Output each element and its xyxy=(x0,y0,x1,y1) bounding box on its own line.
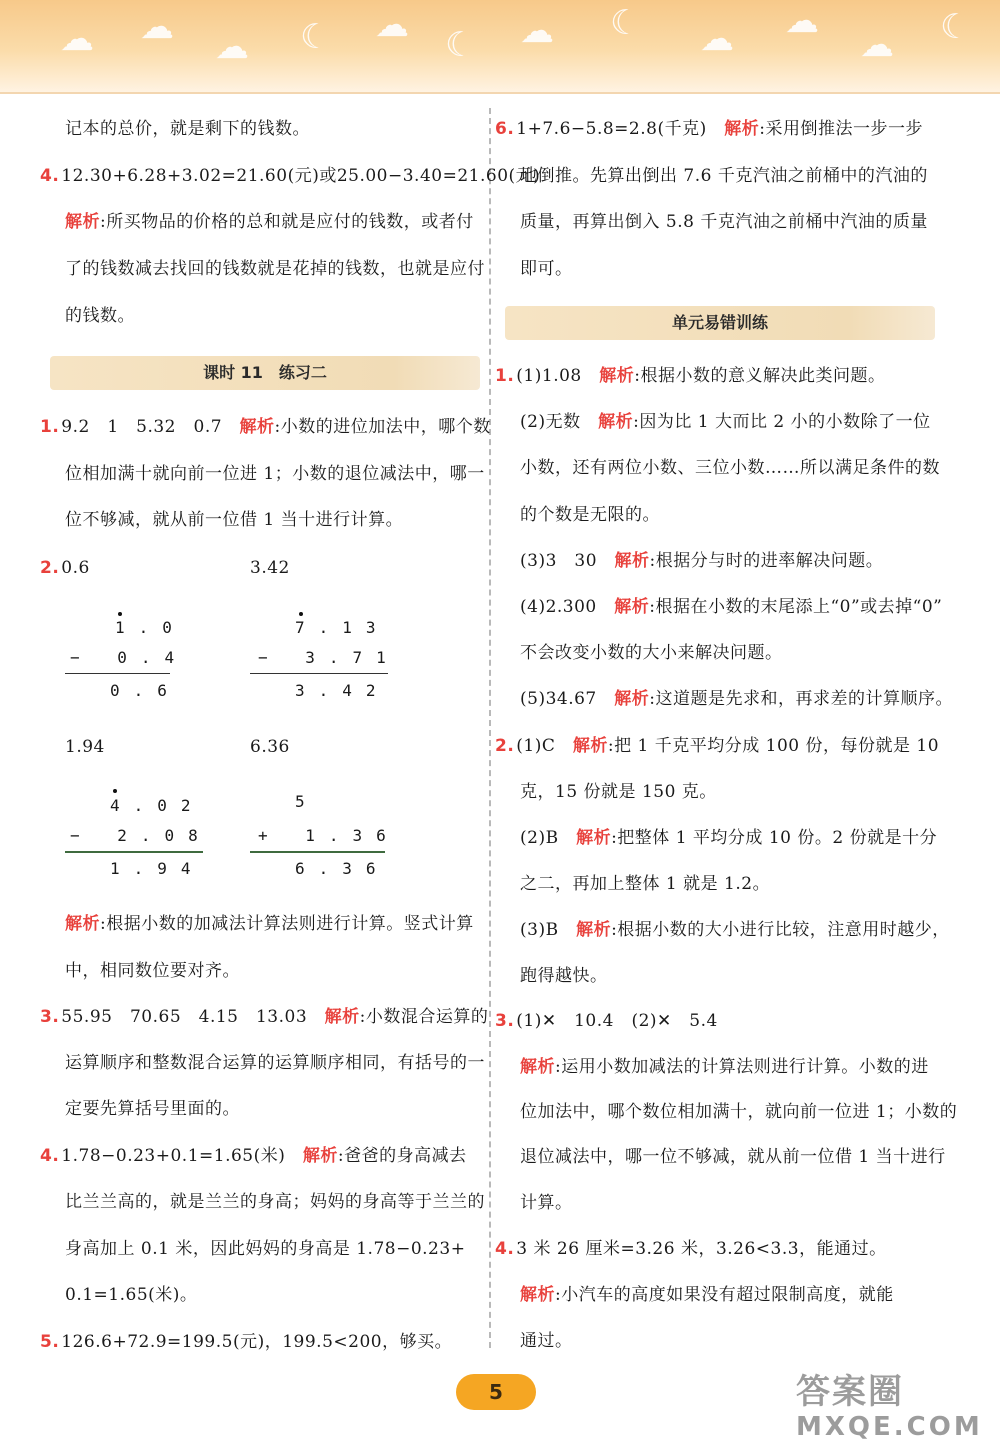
section-title-lesson-11: 课时 11 练习二 xyxy=(50,356,480,390)
analysis-text: :小数的进位加法中，哪个数 xyxy=(274,417,491,437)
calc-rule xyxy=(250,851,385,853)
answer-text: 12.30+6.28+3.02=21.60(元)或25.00−3.40=21.60(元) xyxy=(61,166,541,186)
cloud-icon: ☁ xyxy=(375,5,409,45)
analysis-label: 解析 xyxy=(724,119,760,139)
vertical-calc-result: 6.36 xyxy=(295,859,390,878)
analysis-line: 即可。 xyxy=(520,259,573,279)
analysis-line: 了的钱数减去找回的钱数就是花掉的钱数，也就是应付 xyxy=(65,259,485,279)
answer-text: 9.2 1 5.32 0.7 xyxy=(61,417,240,437)
vertical-calc-top: 4.02 xyxy=(110,796,205,815)
question-number: 3. xyxy=(495,1011,515,1031)
analysis-text: :根据小数的大小进行比较，注意用时越少， xyxy=(611,920,950,940)
answer-text: (1)✕ 10.4 (2)✕ 5.4 xyxy=(516,1011,718,1031)
calc-rule xyxy=(250,673,388,674)
question-3 xyxy=(40,1006,488,1028)
vertical-calc-middle: − 0.4 xyxy=(70,648,189,667)
analysis-line: 中，相同数位要对齐。 xyxy=(65,961,240,981)
answer-text: (3)B xyxy=(520,920,577,940)
analysis-text: :采用倒推法一步一步 xyxy=(759,119,923,139)
analysis-label: 解析 xyxy=(324,1007,360,1027)
answer-text: 1+7.6−5.8=2.8(千克) xyxy=(516,119,725,139)
analysis-label: 解析 xyxy=(520,1057,555,1077)
carry-dot xyxy=(118,612,122,616)
analysis-line: 地倒推。先算出倒出 7.6 千克汽油之前桶中的汽油的 xyxy=(520,166,928,186)
analysis-text: :这道题是先求和，再求差的计算顺序。 xyxy=(649,689,953,709)
answer-text: 3.42 xyxy=(250,558,290,578)
text-line: 记本的总价，就是剩下的钱数。 xyxy=(65,119,310,139)
analysis-label: 解析 xyxy=(614,551,650,571)
analysis-line: 位相加满十就向前一位进 1；小数的退位减法中，哪一 xyxy=(65,464,485,484)
question-number: 2. xyxy=(40,558,60,578)
analysis-label: 解析 xyxy=(598,412,634,432)
analysis-line: 之二，再加上整体 1 就是 1.2。 xyxy=(520,874,771,894)
answer-text: (1)1.08 xyxy=(516,366,600,386)
question-4 xyxy=(40,165,540,187)
analysis-label: 解析 xyxy=(576,920,612,940)
analysis-label: 解析 xyxy=(239,417,275,437)
moon-icon: ☾ xyxy=(610,3,641,43)
analysis-label: 解析 xyxy=(65,212,100,232)
question-number: 1. xyxy=(40,417,60,437)
question-number: 2. xyxy=(495,736,515,756)
analysis-line: 小数，还有两位小数、三位小数……所以满足条件的数 xyxy=(520,458,940,478)
carry-dot xyxy=(113,789,117,793)
analysis-line: 运算顺序和整数混合运算的运算顺序相同，有括号的一 xyxy=(65,1053,485,1073)
question-1 xyxy=(495,365,885,387)
vertical-calc-result: 3.42 xyxy=(295,681,390,700)
analysis-line xyxy=(520,1056,929,1078)
question-6 xyxy=(495,118,923,140)
answer-text: 1.94 xyxy=(65,737,105,757)
vertical-calc-top: 7.13 xyxy=(295,618,390,637)
analysis-text: :因为比 1 大而比 2 小的小数除了一位 xyxy=(633,412,931,432)
analysis-text: :小汽车的高度如果没有超过限制高度，就能 xyxy=(555,1285,894,1305)
answer-text: 3 米 26 厘米=3.26 米，3.26<3.3，能通过。 xyxy=(516,1239,887,1259)
analysis-text: :运用小数加减法的计算法则进行计算。小数的进 xyxy=(555,1057,929,1077)
answer-text: 55.95 70.65 4.15 13.03 xyxy=(61,1007,325,1027)
question-number: 4. xyxy=(495,1239,515,1259)
vertical-calc-top: 1.0 xyxy=(115,618,186,637)
question-4b xyxy=(40,1145,467,1167)
question-number: 4. xyxy=(40,166,60,186)
moon-icon: ☾ xyxy=(445,25,476,65)
page-number: 5 xyxy=(456,1374,536,1410)
cloud-icon: ☁ xyxy=(215,27,249,67)
answer-text: 6.36 xyxy=(250,737,290,757)
question-4 xyxy=(495,1238,887,1260)
column-divider xyxy=(489,108,491,1348)
analysis-line: 的钱数。 xyxy=(65,306,135,326)
analysis-line: 质量，再算出倒入 5.8 千克汽油之前桶中汽油的质量 xyxy=(520,212,928,232)
answer-text: 1.78−0.23+0.1=1.65(米) xyxy=(61,1146,303,1166)
analysis-label: 解析 xyxy=(614,689,650,709)
cloud-icon: ☁ xyxy=(140,7,174,47)
top-banner xyxy=(0,0,1000,94)
analysis-label: 解析 xyxy=(520,1285,555,1305)
watermark-url: MXQE.COM xyxy=(796,1412,983,1442)
vertical-calc-result: 1.94 xyxy=(110,859,205,878)
analysis-line xyxy=(65,211,474,233)
answer-text: (1)C xyxy=(516,736,573,756)
analysis-line xyxy=(520,1284,894,1306)
cloud-rain-icon: ☁ xyxy=(60,19,94,59)
vertical-calc-result: 0.6 xyxy=(110,681,181,700)
analysis-line: 通过。 xyxy=(520,1331,573,1351)
cloud-icon: ☁ xyxy=(700,19,734,59)
question-2 xyxy=(495,735,939,757)
answer-text: (5)34.67 xyxy=(520,689,615,709)
analysis-line: 的个数是无限的。 xyxy=(520,505,660,525)
analysis-line: 比兰兰高的，就是兰兰的身高；妈妈的身高等于兰兰的 xyxy=(65,1192,485,1212)
answer-text: 0.6 xyxy=(61,558,90,578)
analysis-line: 退位减法中，哪一位不够减，就从前一位借 1 当十进行 xyxy=(520,1147,946,1167)
analysis-label: 解析 xyxy=(65,914,100,934)
question-2 xyxy=(40,557,90,579)
answer-text: (4)2.300 xyxy=(520,597,615,617)
calc-rule xyxy=(65,673,170,674)
analysis-line: 跑得越快。 xyxy=(520,966,608,986)
question-number: 4. xyxy=(40,1146,60,1166)
answer-text: (2)无数 xyxy=(520,412,599,432)
calc-rule xyxy=(65,851,203,853)
question-number: 3. xyxy=(40,1007,60,1027)
analysis-text: :根据小数的意义解决此类问题。 xyxy=(634,366,886,386)
vertical-calc-middle: − 3.71 xyxy=(258,648,400,667)
sub-question xyxy=(520,688,953,710)
analysis-line: 计算。 xyxy=(520,1193,573,1213)
sub-question xyxy=(520,919,950,941)
analysis-text: :根据分与时的进率解决问题。 xyxy=(649,551,884,571)
analysis-line: 定要先算括号里面的。 xyxy=(65,1099,240,1119)
sub-question xyxy=(520,550,883,572)
question-number: 1. xyxy=(495,366,515,386)
answer-text: 126.6+72.9=199.5(元)，199.5<200，够买。 xyxy=(61,1332,453,1352)
analysis-text: :爸爸的身高减去 xyxy=(337,1146,467,1166)
sub-question xyxy=(520,596,942,618)
vertical-calc-middle: + 1.36 xyxy=(258,826,400,845)
analysis-line: 位加法中，哪个数位相加满十，就向前一位进 1；小数的 xyxy=(520,1102,958,1122)
analysis-label: 解析 xyxy=(302,1146,338,1166)
section-title-unit-errors: 单元易错训练 xyxy=(505,306,935,340)
vertical-calc-middle: − 2.08 xyxy=(70,826,212,845)
analysis-text: :所买物品的价格的总和就是应付的钱数，或者付 xyxy=(100,212,474,232)
carry-dot xyxy=(299,612,303,616)
analysis-line xyxy=(65,913,474,935)
analysis-label: 解析 xyxy=(576,828,612,848)
analysis-line: 克，15 份就是 150 克。 xyxy=(520,782,717,802)
analysis-label: 解析 xyxy=(614,597,650,617)
analysis-text: :把整体 1 平均分成 10 份。2 份就是十分 xyxy=(611,828,938,848)
question-3 xyxy=(495,1010,718,1032)
answer-text: (3)3 30 xyxy=(520,551,615,571)
cloud-rain-icon: ☁ xyxy=(860,25,894,65)
watermark-title: 答案圈 xyxy=(796,1372,904,1412)
cloud-icon: ☁ xyxy=(785,1,819,41)
analysis-line: 不会改变小数的大小来解决问题。 xyxy=(520,643,783,663)
analysis-line: 0.1=1.65(米)。 xyxy=(65,1285,198,1305)
question-number: 6. xyxy=(495,119,515,139)
sub-question xyxy=(520,827,937,849)
analysis-label: 解析 xyxy=(572,736,608,756)
watermark-logo xyxy=(796,1372,986,1450)
analysis-text: :小数混合运算的 xyxy=(359,1007,489,1027)
analysis-label: 解析 xyxy=(599,366,635,386)
vertical-calc-top: 5 xyxy=(295,792,319,811)
moon-icon: ☾ xyxy=(300,17,331,57)
question-1 xyxy=(40,416,491,438)
cloud-rain-icon: ☁ xyxy=(520,11,554,51)
analysis-line: 身高加上 0.1 米，因此妈妈的身高是 1.78−0.23+ xyxy=(65,1239,466,1259)
answer-text: (2)B xyxy=(520,828,577,848)
question-number: 5. xyxy=(40,1332,60,1352)
question-5 xyxy=(40,1331,452,1353)
sub-question xyxy=(520,411,931,433)
analysis-text: :根据在小数的末尾添上“0”或去掉“0” xyxy=(649,597,943,617)
analysis-line: 位不够减，就从前一位借 1 当十进行计算。 xyxy=(65,510,404,530)
analysis-text: :根据小数的加减法计算法则进行计算。竖式计算 xyxy=(100,914,474,934)
moon-icon: ☾ xyxy=(940,7,971,47)
analysis-text: :把 1 千克平均分成 100 份，每份就是 10 xyxy=(607,736,940,756)
